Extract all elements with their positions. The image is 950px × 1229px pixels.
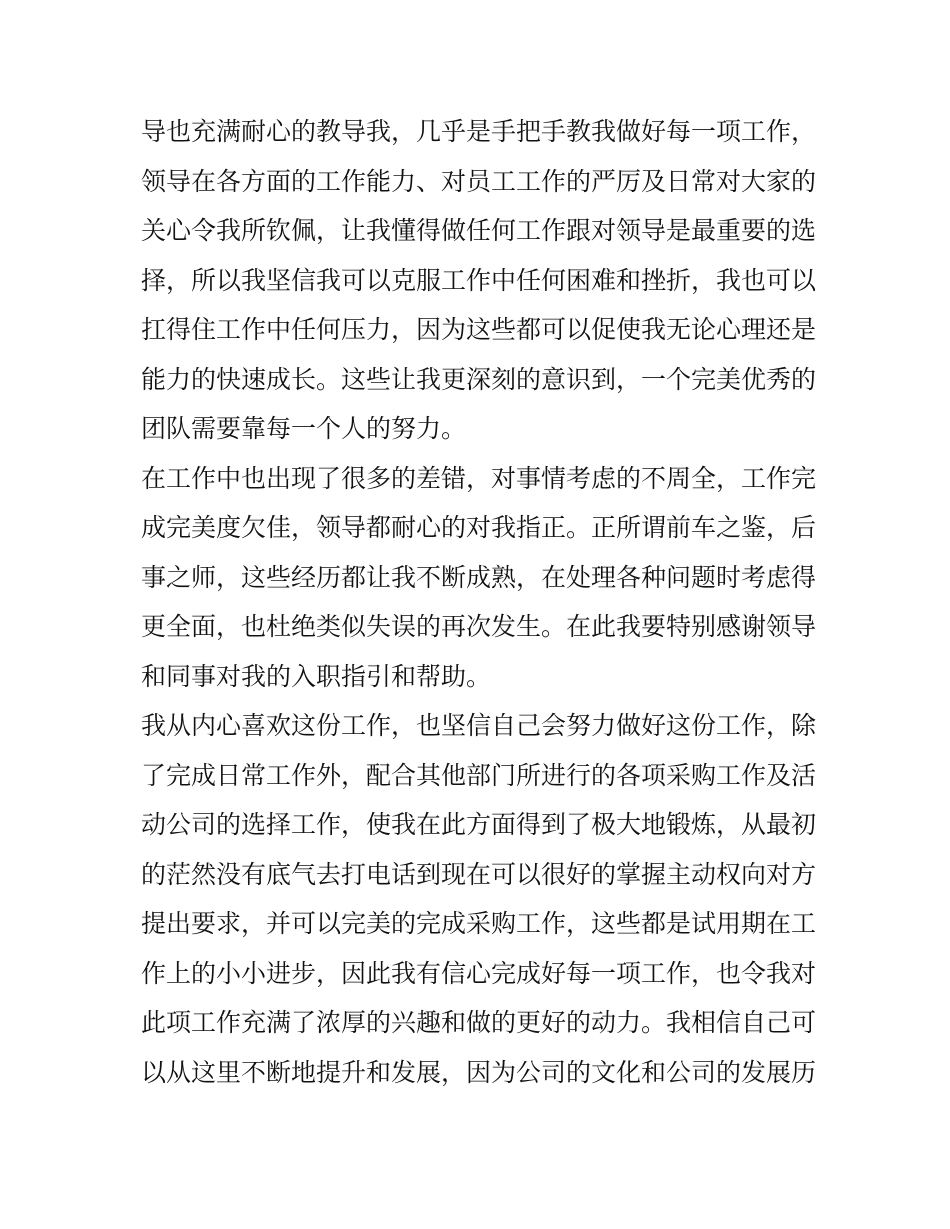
text-line: 动公司的选择工作，使我在此方面得到了极大地锻炼，从最初 xyxy=(141,810,817,839)
text-line: 在工作中也出现了很多的差错，对事情考虑的不周全，工作完 xyxy=(141,463,817,493)
text-line: 扛得住工作中任何压力，因为这些都可以促使我无论心理还是 xyxy=(141,315,817,344)
text-line: 能力的快速成长。这些让我更深刻的意识到，一个完美优秀的 xyxy=(141,364,817,394)
text-line: 的茫然没有底气去打电话到现在可以很好的掌握主动权向对方 xyxy=(141,859,817,889)
text-line: 事之师，这些经历都让我不断成熟，在处理各种问题时考虑得 xyxy=(141,562,817,592)
document-body xyxy=(141,107,821,1097)
text-line: 择，所以我坚信我可以克服工作中任何困难和挫折，我也可以 xyxy=(141,265,817,295)
text-line: 成完美度欠佳，领导都耐心的对我指正。正所谓前车之鉴，后 xyxy=(141,513,817,542)
text-line: 提出要求，并可以完美的完成采购工作，这些都是试用期在工 xyxy=(141,909,817,938)
text-line: 领导在各方面的工作能力、对员工工作的严厉及日常对大家的 xyxy=(141,166,817,196)
text-line: 和同事对我的入职指引和帮助。 xyxy=(141,661,492,691)
text-line: 了完成日常工作外，配合其他部门所进行的各项采购工作及活 xyxy=(141,760,817,790)
text-line: 更全面，也杜绝类似失误的再次发生。在此我要特别感谢领导 xyxy=(141,612,817,641)
text-line: 以从这里不断地提升和发展，因为公司的文化和公司的发展历 xyxy=(141,1057,817,1087)
text-line: 关心令我所钦佩，让我懂得做任何工作跟对领导是最重要的选 xyxy=(141,216,817,245)
text-line: 作上的小小进步，因此我有信心完成好每一项工作，也令我对 xyxy=(141,958,817,988)
text-line: 导也充满耐心的教导我，几乎是手把手教我做好每一项工作， xyxy=(141,117,817,146)
text-line: 团队需要靠每一个人的努力。 xyxy=(141,414,467,443)
text-line: 此项工作充满了浓厚的兴趣和做的更好的动力。我相信自己可 xyxy=(141,1008,817,1037)
text-line: 我从内心喜欢这份工作，也坚信自己会努力做好这份工作，除 xyxy=(141,711,817,740)
